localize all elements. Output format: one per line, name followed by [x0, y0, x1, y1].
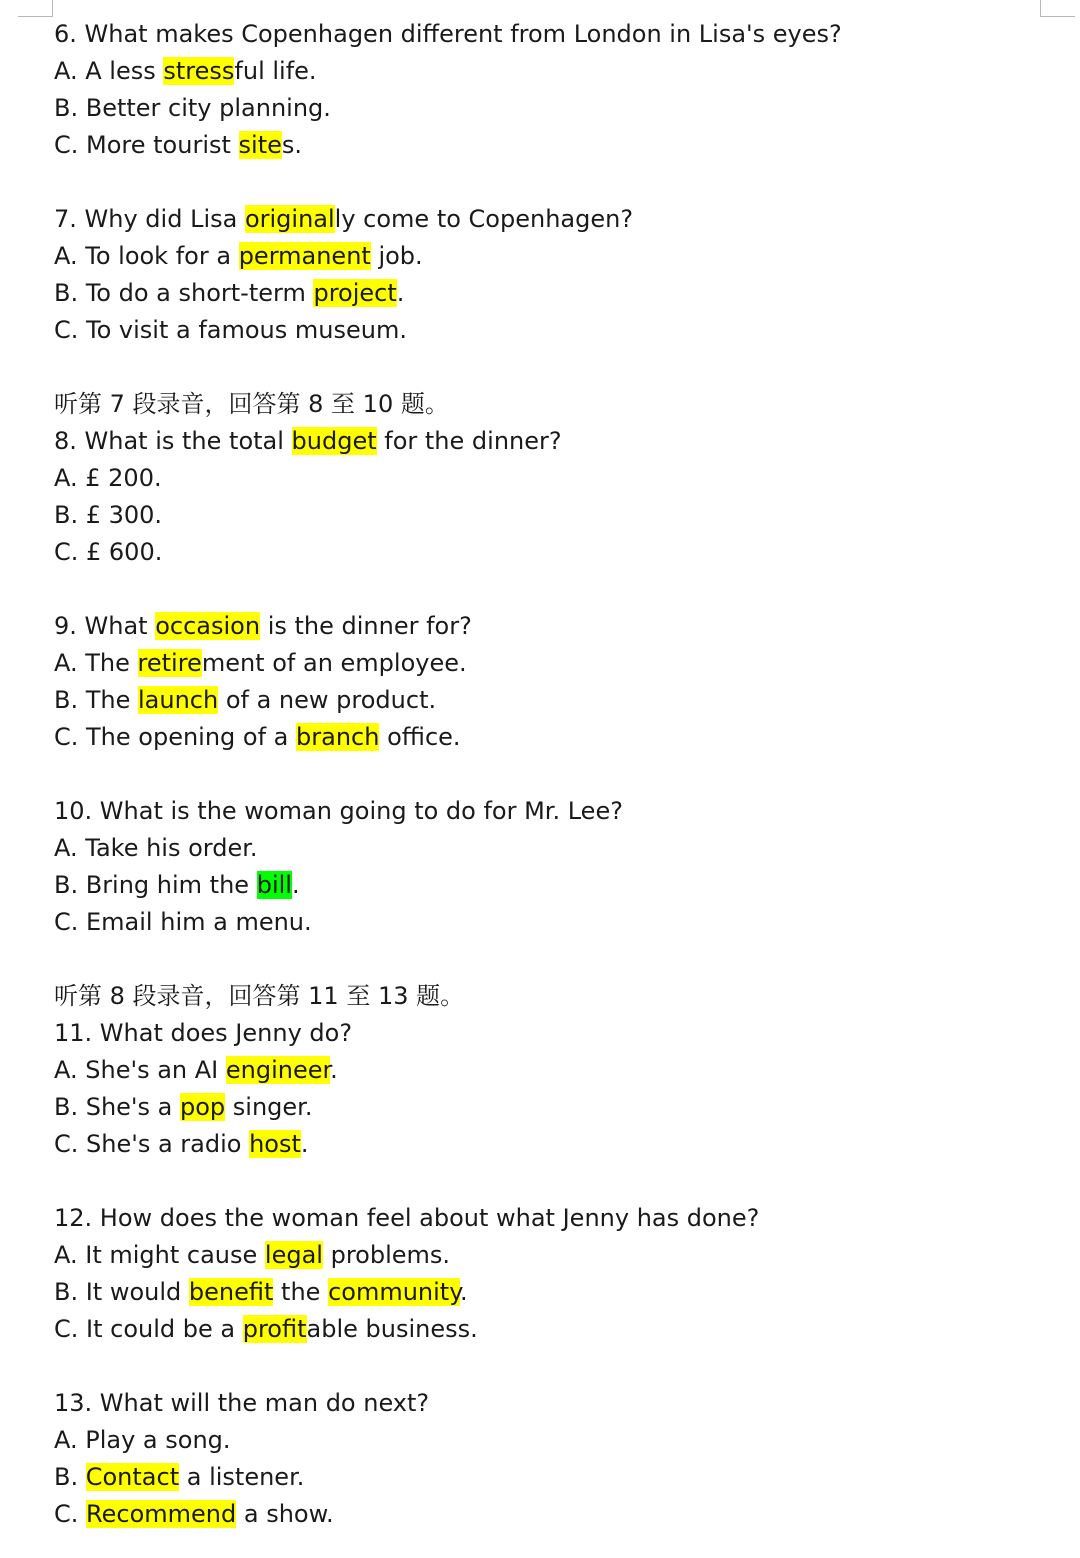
text-segment: C. The opening of a [54, 723, 297, 751]
highlighted-text: budget [291, 427, 377, 455]
option-line [54, 497, 1054, 534]
highlighted-text: original [244, 205, 335, 233]
option-line [54, 238, 1054, 275]
text-segment: . [330, 1056, 338, 1084]
option-line [54, 719, 1054, 756]
text-segment: 6. What makes Copenhagen different from London in Lisa's eyes? [54, 20, 842, 48]
page-corner-mark-right [1040, 0, 1075, 17]
blank-line [54, 349, 1054, 386]
text-segment: C. [54, 1500, 87, 1528]
option-line [54, 1126, 1054, 1163]
highlighted-text: occasion [155, 612, 261, 640]
blank-line [54, 756, 1054, 793]
text-segment: B. It would [54, 1278, 189, 1306]
blank-line [54, 941, 1054, 978]
question-line [54, 1200, 1054, 1237]
text-segment: 听第 8 段录音，回答第 11 至 13 题。 [54, 982, 465, 1010]
option-line [54, 830, 1054, 867]
text-segment: B. £ 300. [54, 501, 163, 529]
highlighted-text: project [313, 279, 397, 307]
text-segment: 11. What does Jenny do? [54, 1019, 353, 1047]
text-segment: . [300, 1130, 309, 1158]
highlighted-text: profit [242, 1315, 307, 1343]
option-line [54, 1052, 1054, 1089]
question-line [54, 793, 1054, 830]
highlighted-text: community [328, 1278, 460, 1306]
highlighted-text: engineer [225, 1056, 331, 1084]
text-segment: a show. [236, 1500, 334, 1528]
highlighted-text: host [249, 1130, 301, 1158]
option-line [54, 534, 1054, 571]
text-segment: A. A less [54, 57, 164, 85]
question-line [54, 1385, 1054, 1422]
option-line [54, 682, 1054, 719]
text-segment: . [460, 1278, 468, 1306]
text-segment: C. To visit a famous museum. [54, 316, 407, 344]
highlighted-text: site [238, 131, 282, 159]
text-segment: s. [281, 131, 303, 159]
question-line [54, 1015, 1054, 1052]
option-line [54, 127, 1054, 164]
text-segment: ly come to Copenhagen? [334, 205, 634, 233]
highlighted-text: legal [264, 1241, 323, 1269]
option-line [54, 904, 1054, 941]
text-segment: ful life. [234, 57, 317, 85]
text-segment: C. £ 600. [54, 538, 163, 566]
highlighted-text: Recommend [86, 1500, 237, 1528]
option-line [54, 312, 1054, 349]
highlighted-text: retire [137, 649, 202, 677]
text-segment: C. More tourist [54, 131, 239, 159]
option-line [54, 1496, 1054, 1533]
text-segment: C. Email him a menu. [54, 908, 312, 936]
highlighted-text: Contact [85, 1463, 180, 1491]
text-segment: singer. [225, 1093, 313, 1121]
text-segment: a listener. [179, 1463, 305, 1491]
option-line [54, 1459, 1054, 1496]
option-line [54, 275, 1054, 312]
highlighted-text: branch [296, 723, 380, 751]
text-segment: office. [379, 723, 461, 751]
question-line [54, 16, 1054, 53]
text-segment: A. The [54, 649, 138, 677]
option-line [54, 867, 1054, 904]
option-line [54, 53, 1054, 90]
text-segment: problems. [322, 1241, 451, 1269]
question-line [54, 201, 1054, 238]
highlighted-text-green: bill [256, 871, 292, 899]
text-segment: 13. What will the man do next? [54, 1389, 430, 1417]
highlighted-text: stress [163, 57, 235, 85]
document-body [54, 16, 1054, 1533]
text-segment: 10. What is the woman going to do for Mr. Lee? [54, 797, 623, 825]
text-segment: A. Play a song. [54, 1426, 231, 1454]
text-segment: of a new product. [218, 686, 437, 714]
text-segment: C. It could be a [54, 1315, 243, 1343]
text-segment: is the dinner for? [260, 612, 472, 640]
highlighted-text: permanent [238, 242, 371, 270]
option-line [54, 90, 1054, 127]
text-segment: B. Bring him the [54, 871, 257, 899]
text-segment: B. Better city planning. [54, 94, 331, 122]
option-line [54, 460, 1054, 497]
text-segment: B. To do a short-term [54, 279, 314, 307]
text-segment: 听第 7 段录音，回答第 8 至 10 题。 [54, 390, 449, 418]
section-heading [54, 386, 1054, 423]
highlighted-text: pop [180, 1093, 226, 1121]
text-segment: B. [54, 1463, 86, 1491]
option-line [54, 645, 1054, 682]
text-segment: . [291, 871, 300, 899]
text-segment: 8. What is the total [54, 427, 292, 455]
text-segment: A. To look for a [54, 242, 239, 270]
text-segment: A. £ 200. [54, 464, 162, 492]
option-line [54, 1422, 1054, 1459]
text-segment: B. The [54, 686, 138, 714]
option-line [54, 1274, 1054, 1311]
question-line [54, 423, 1054, 460]
text-segment: 7. Why did Lisa [54, 205, 245, 233]
section-heading [54, 978, 1054, 1015]
blank-line [54, 1348, 1054, 1385]
text-segment: 12. How does the woman feel about what Jenny has done? [54, 1204, 760, 1232]
text-segment: the [273, 1278, 329, 1306]
text-segment: able business. [306, 1315, 478, 1343]
question-line [54, 608, 1054, 645]
highlighted-text: launch [138, 686, 219, 714]
option-line [54, 1311, 1054, 1348]
text-segment: 9. What [54, 612, 156, 640]
option-line [54, 1089, 1054, 1126]
text-segment: C. She's a radio [54, 1130, 250, 1158]
text-segment: A. She's an AI [54, 1056, 226, 1084]
blank-line [54, 164, 1054, 201]
blank-line [54, 1163, 1054, 1200]
text-segment: A. Take his order. [54, 834, 258, 862]
text-segment: B. She's a [54, 1093, 180, 1121]
text-segment: . [396, 279, 405, 307]
blank-line [54, 571, 1054, 608]
text-segment: A. It might cause [54, 1241, 265, 1269]
text-segment: ment of an employee. [201, 649, 467, 677]
highlighted-text: benefit [188, 1278, 274, 1306]
text-segment: for the dinner? [376, 427, 562, 455]
option-line [54, 1237, 1054, 1274]
text-segment: job. [370, 242, 423, 270]
page-corner-mark-left [18, 0, 53, 17]
